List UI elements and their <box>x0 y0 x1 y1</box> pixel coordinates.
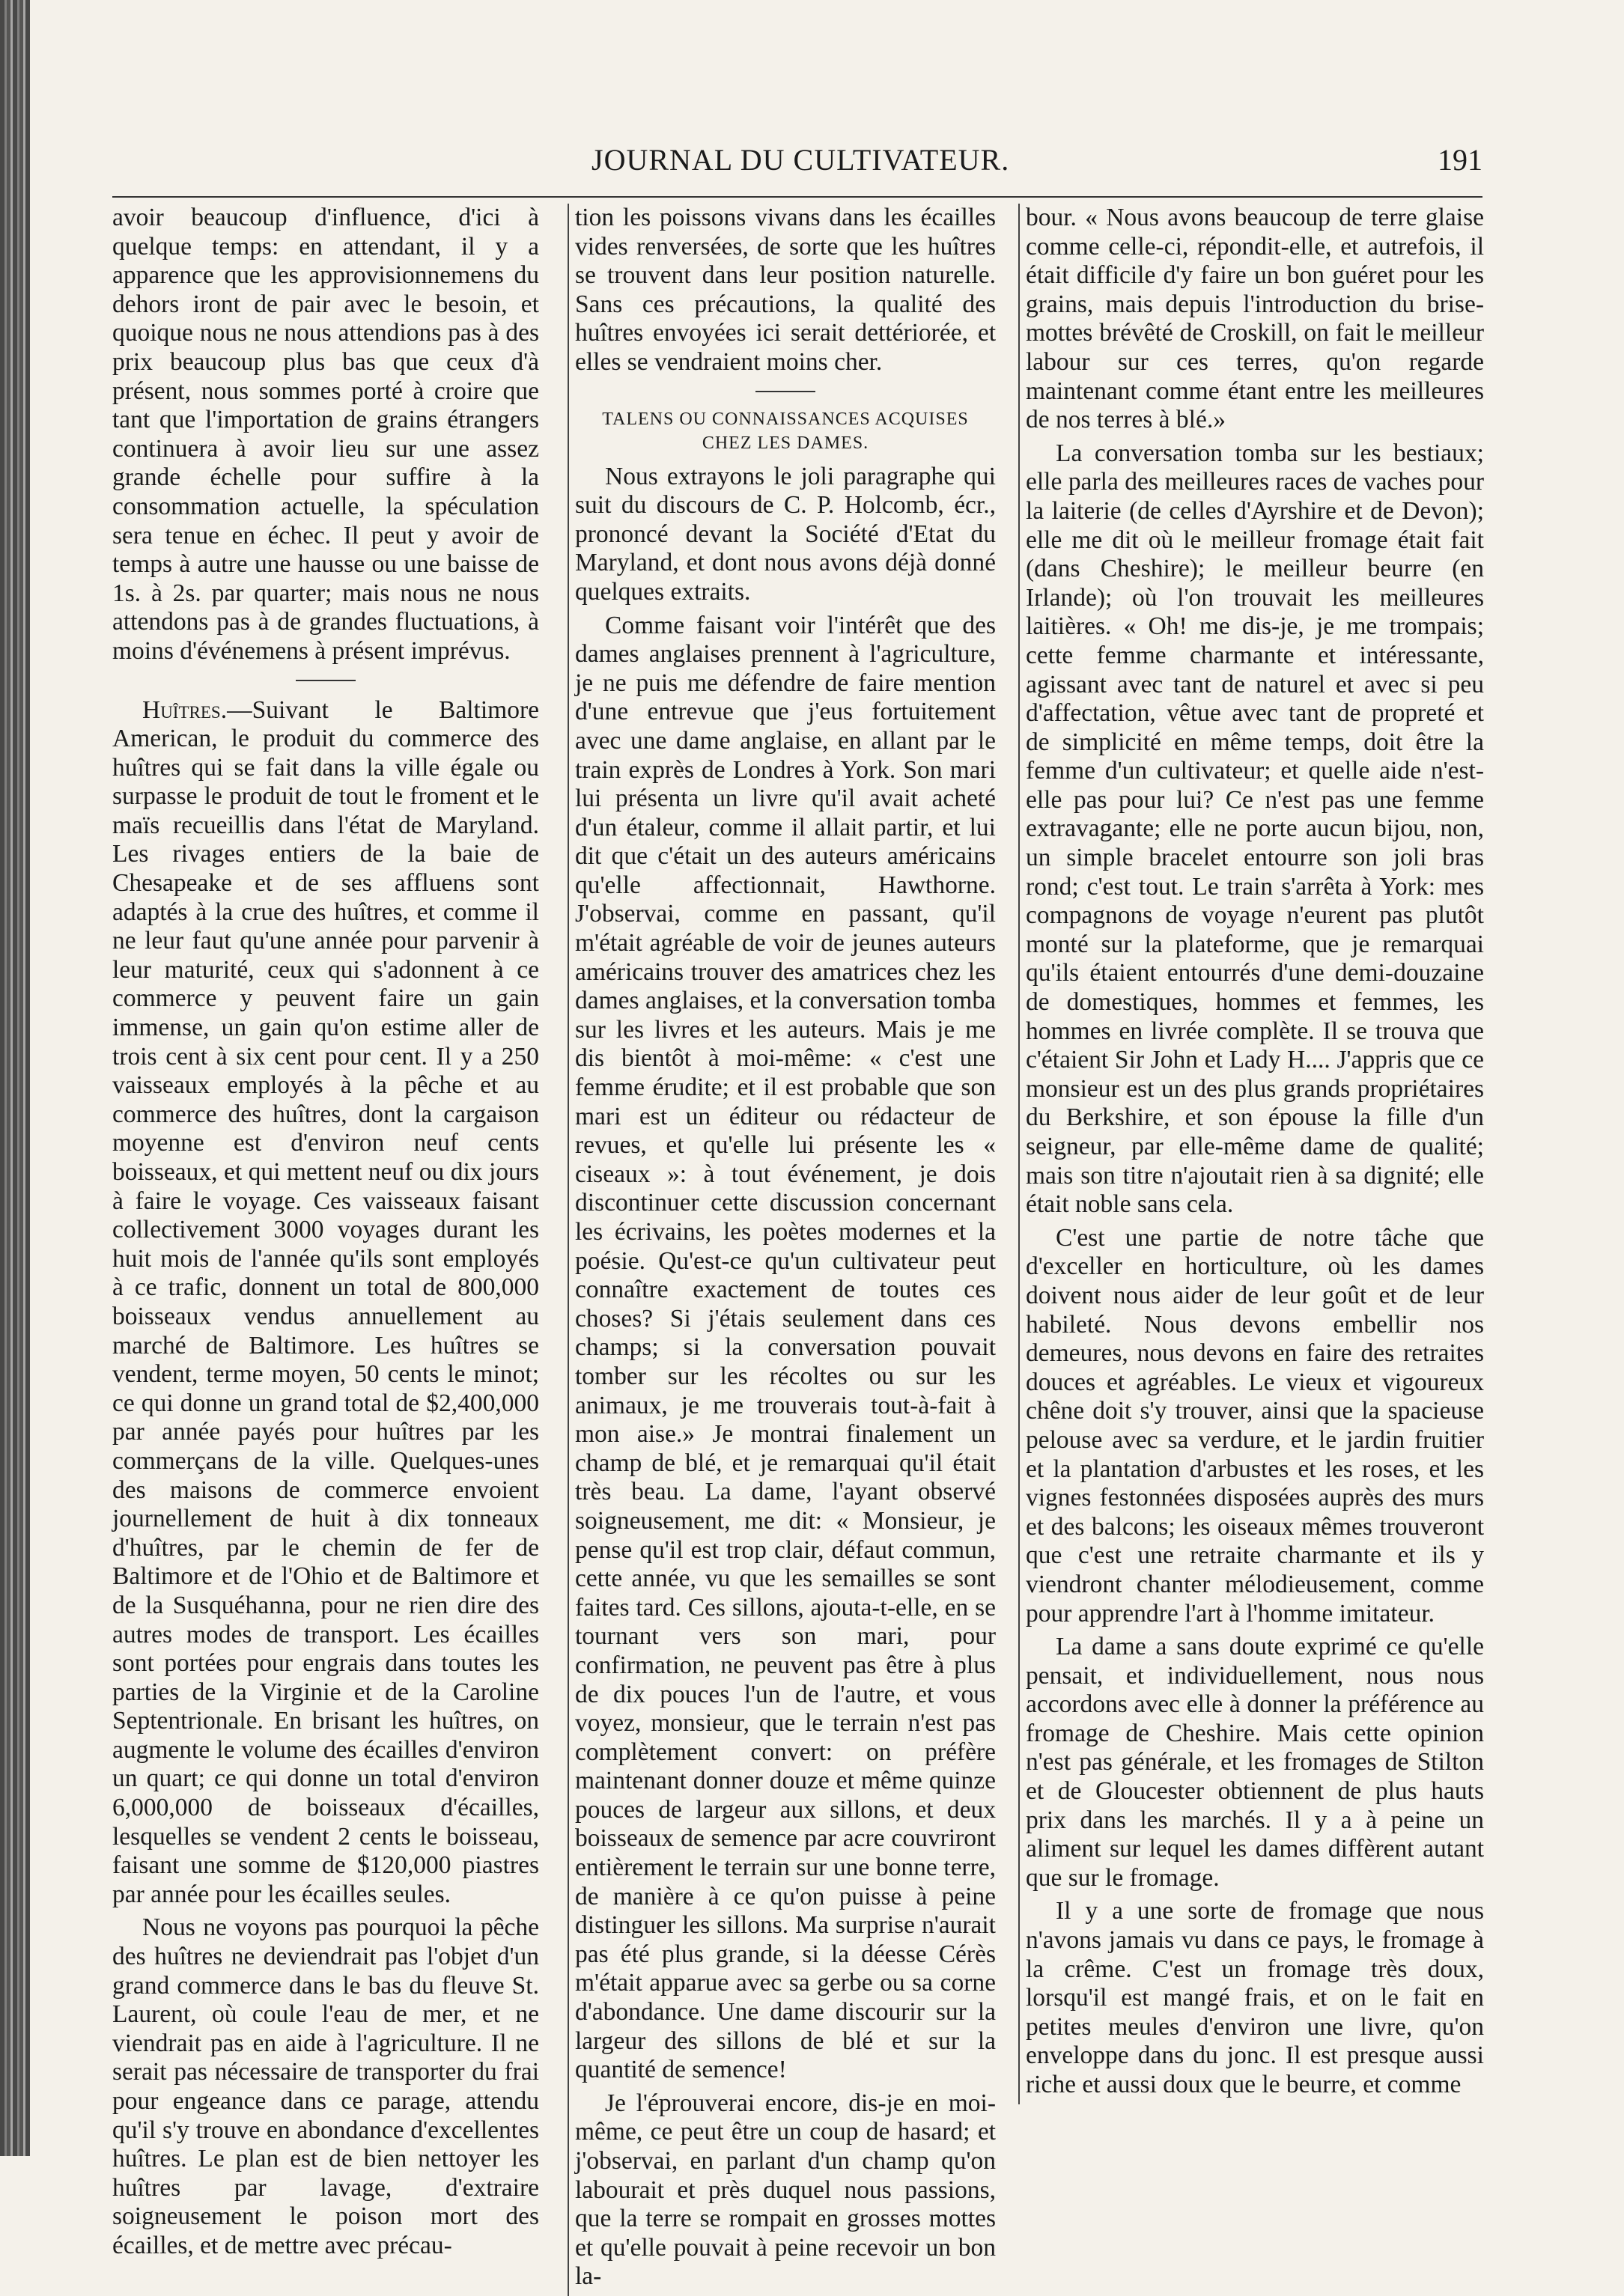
column-1 <box>112 204 539 2265</box>
paragraph: Nous ne voyons pas pourquoi la pêche des huîtres ne deviendrait pas l'objet d'un grand commerce dans le bas du fleuve St. Laurent, où coule l'eau de mer, et ne viendrait pas en aide à l'agriculture. Il ne serait pas nécessaire de transporter du frai pour engeance dans ce parage, attendu qu'il s'y trouve en abondance d'excellentes huîtres. Le plan est de bien nettoyer les huîtres par lavage, d'extraire soigneusement le poison mort des écailles, et de mettre avec précau- <box>112 1913 539 2259</box>
column-2 <box>568 204 996 2296</box>
paragraph-text: —Suivant le Baltimore American, le produit du commerce des huîtres qui se fait dans la ville égale ou surpasse le produit de tout le froment et le maïs recueillis dans l'état de Maryland. Les rivages entiers de la baie de Chesapeake et de ses affluens sont adaptés à la crue des huîtres, et comme il ne leur faut qu'une année pour parvenir à leur maturité, ceux qui s'adonnent à ce commerce y peuvent faire un gain immense, un gain qu'on estime aller de trois cent à six cent pour cent. Il y a 250 vaisseaux employés à la pêche et au commerce des huîtres, dont la cargaison moyenne est d'environ neuf cents boisseaux, et qui mettent neuf ou dix jours à faire le voyage. Ces vaisseaux faisant collectivement 3000 voyages durant les huit mois de l'année qu'ils sont employés à ce trafic, donnent un total de 800,000 boisseaux vendus annuellement au marché de Baltimore. Les huîtres se vendent, terme moyen, 50 cents le minot; ce qui donne un grand total de $2,400,000 par année payés pour huîtres par les commerçans de la ville. Quelques-unes des maisons de commerce envoient journellement de huit à dix tonneaux d'huîtres, par le chemin de fer de Baltimore et de l'Ohio et de Baltimore et de la Susquéhanna, pour ne rien dire des autres modes de transport. Les écailles sont portées pour engrais dans toutes les parties de la Virginie et de la Caroline Septentrionale. En brisant les huîtres, on augmente le volume des écailles d'environ un quart; ce qui donne un total d'environ 6,000,000 de boisseaux d'écailles, lesquelles se vendent 2 cents le boisseau, faisant une somme de $120,000 piastres par année pour les écailles seules. <box>112 695 539 1908</box>
section-title: TALENS OU CONNAISSANCES ACQUISES CHEZ LES DAMES. <box>602 409 969 453</box>
paragraph: Comme faisant voir l'intérêt que des dames anglaises prennent à l'agriculture, je ne puis me défendre de faire mention d'une entrevue que j'eus fortuitement avec une dame anglaise, en allant par le train exprès de Londres à York. Son mari lui présenta un livre qu'il avait acheté d'un étaleur, comme il allait partir, et lui dit que c'était un des auteurs américains qu'elle affectionnait, Hawthorne. J'observai, comme en passant, qu'il m'était agréable de voir de jeunes auteurs américains trouver des amatrices chez les dames anglaises, et la conversation tomba sur les livres et les auteurs. Mais je me dis bientôt à moi-même: « c'est une femme érudite; et il est probable que son mari est un éditeur ou rédacteur de revues, et qu'elle lui présente les « ciseaux »: à tout événement, je dois discontinuer cette discussion concernant les écrivains, les poètes modernes et la poésie. Qu'est-ce qu'un cultivateur peut connaître exactement de toutes ces choses? Si j'étais seulement dans ces champs; si la conversation pouvait tomber sur les récoltes ou sur les animaux, je me trouverais tout-à-fait à mon aise.» Je montrai finalement un champ de blé, et je remarquai qu'il était très beau. La dame, l'ayant observé soigneusement, me dit: « Monsieur, je pense qu'il est trop clair, défaut commun, cette année, vu que les semailles se sont faites tard. Ces sillons, ajouta-t-elle, en se tournant vers son mari, pour confirmation, ne peuvent pas être à plus de dix pouces l'un de l'autre, et vous voyez, monsieur, que le terrain n'est pas complètement convert: on préfère maintenant donner douze et même quinze pouces de largeur aux sillons, et deux boisseaux de semence par acre couvriront entièrement le terrain sur une bonne terre, de manière à ce qu'on puisse à peine distinguer les sillons. Ma surprise n'aurait pas été plus grande, si la déesse Cérès m'était apparue avec sa gerbe ou sa corne d'abondance. Une dame discourir sur la largeur des sillons de blé et sur la quantité de semence! <box>575 611 996 2084</box>
paragraph: bour. « Nous avons beaucoup de terre glaise comme celle-ci, répondit-elle, et autrefois, il était difficile d'y faire un bon guéret pour les grains, mais depuis l'introduction du brise-mottes brévêté de Croskill, on fait le meilleur labour sur ces terres, qu'on regarde maintenant comme étant entre les meilleures de nos terres à blé.» <box>1026 204 1484 434</box>
paragraph: tion les poissons vivans dans les écailles vides renversées, de sorte que les huîtres se trouvent dans leur position naturelle. Sans ces précautions, la qualité des huîtres envoyées ici serait dettériorée, et elles se vendraient moins cher. <box>575 204 996 376</box>
separator-rule <box>755 391 815 392</box>
article-lead: Huîtres. <box>142 695 228 724</box>
paragraph: avoir beaucoup d'influence, d'ici à quelque temps: en attendant, il y a apparence que les approvisionnemens du dehors iront de pair avec le besoin, et quoique nous ne nous attendions pas à des prix beaucoup plus bas que ceux d'à présent, nous sommes porté à croire que tant que l'importation de grains étrangers continuera à avoir lieu sur une assez grande échelle pour suffire à la consommation actuelle, la spéculation sera tenue en échec. Il peut y avoir de temps à autre une hausse ou une baisse de 1s. à 2s. par quarter; mais nous ne nous attendons pas à de grandes fluctuations, à moins d'événemens à présent imprévus. <box>112 204 539 665</box>
paragraph-oysters <box>112 696 539 1910</box>
page-number: 191 <box>1438 143 1482 177</box>
paragraph: C'est une partie de notre tâche que d'exceller en horticulture, où les dames doivent nous aider de leur goût et de leur habileté. Nous devons embellir nos demeures, nous devons en faire des retraites douces et agréables. Le vieux et vigoureux chêne doit s'y trouver, ainsi que la spacieuse pelouse avec sa verdure, et le jardin fruitier et la plantation d'arbustes et les roses, et les vignes festonnées disposées auprès des murs et des balcons; les oiseaux mêmes trouveront que c'est une retraite charmante et ils y viendront chanter mélodieusement, comme pour apprendre l'art à l'homme imitateur. <box>1026 1223 1484 1627</box>
paragraph: Il y a une sorte de fromage que nous n'avons jamais vu dans ce pays, le fromage à la crême. C'est un fromage très doux, lorsqu'il est mangé frais, et on le fait en petites meules d'environ une livre, qu'on enveloppe dans du jonc. Il est presque aussi riche et aussi doux que le beurre, et comme <box>1026 1897 1484 2098</box>
column-3 <box>1018 204 1484 2104</box>
running-title: JOURNAL DU CULTIVATEUR. <box>591 143 1010 177</box>
header-rule <box>112 196 1482 198</box>
paragraph: La conversation tomba sur les bestiaux; elle parla des meilleures races de vaches pour la laiterie (de celles d'Ayrshire et de Devon); elle me dit où le meilleur fromage était fait (dans Cheshire); le meilleur beurre (en Irlande); où l'on trouvait les meilleures laitières. « Oh! me dis-je, je me trompais; cette femme charmante et intéressante, agissant avec tant de naturel et avec si peu d'affectation, vêtue avec tant de propreté et de simplicité en même temps, doit être la femme d'un cultivateur; et quelle aide n'est-elle pas pour lui? Ce n'est pas une femme extravagante; elle ne porte aucun bijou, non, un simple bracelet entourre son joli bras rond; c'est tout. Le train s'arrêta à York: mes compagnons de voyage n'eurent pas plutôt monté sur la plateforme, que je remarquai qu'ils étaient entourrés d'une demi-douzaine de domestiques, hommes et femmes, les hommes en livrée complète. Il se trouva que c'étaient Sir John et Lady H.... J'appris que ce monsieur est un des plus grands propriétaires du Berkshire, et son épouse la fille d'un seigneur, par elle-même dame de qualité; mais son titre n'ajoutait rien à sa dignité; elle était noble sans cela. <box>1026 439 1484 1219</box>
paragraph: Je l'éprouverai encore, dis-je en moi-même, ce peut être un coup de hasard; et j'observai, en parlant d'un champ qu'on labourait et près duquel nous passions, que la terre se rompait en grosses mottes et qu'elle pouvait à peine recevoir un bon la- <box>575 2089 996 2291</box>
page-binding-edge <box>0 0 30 2156</box>
page-header <box>112 142 1482 187</box>
paragraph: La dame a sans doute exprimé ce qu'elle pensait, et individuellement, nous nous accordons avec elle à donner la préférence au fromage de Cheshire. Mais cette opinion n'est pas générale, et les fromages de Stilton et de Gloucester obtiennent de plus hauts prix dans les marchés. Il y a à peine un aliment sur lequel les dames diffèrent autant que sur le fromage. <box>1026 1633 1484 1892</box>
paragraph: Nous extrayons le joli paragraphe qui suit du discours de C. P. Holcomb, écr., prononcé devant la Société d'Etat du Maryland, et dont nous avons déjà donné quelques extraits. <box>575 462 996 606</box>
separator-rule <box>296 680 356 681</box>
